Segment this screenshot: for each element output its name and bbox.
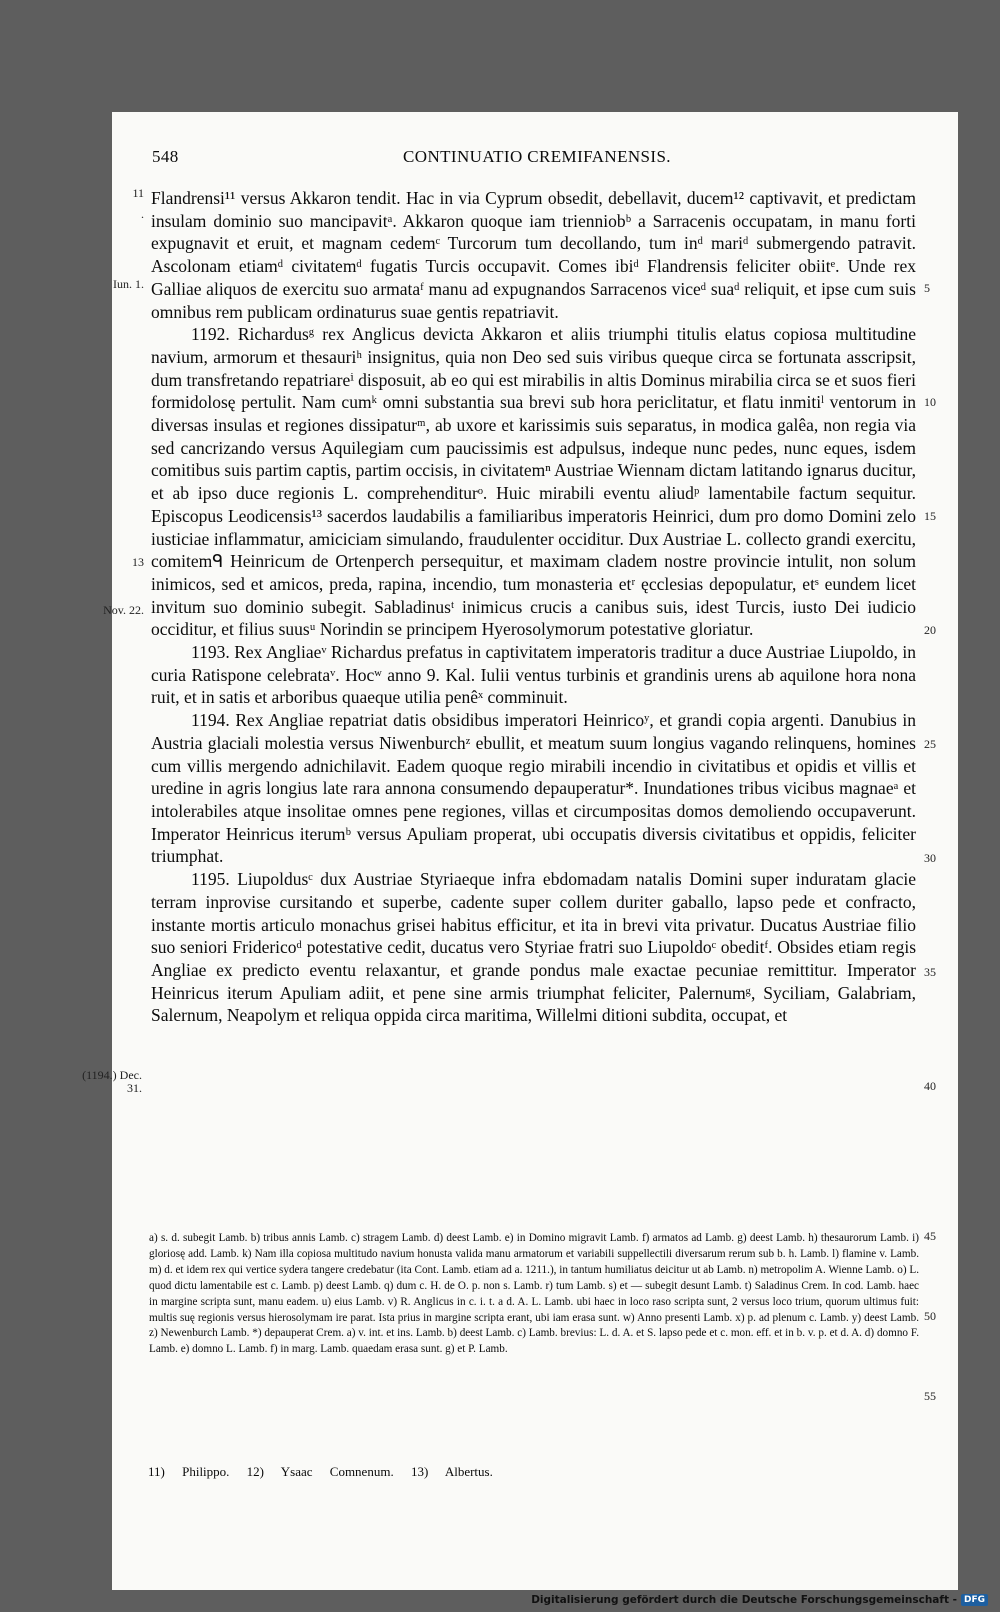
line-number: 20 [924,623,936,637]
line-number: 10 [924,395,936,409]
running-title: CONTINUATIO CREMIFANENSIS. [403,147,671,166]
line-number: 50 [924,1309,936,1323]
line-number: 15 [924,509,936,523]
digitization-footer [531,1594,988,1606]
footnotes [149,1231,919,1358]
margin-note-nov: Nov. 22. [103,603,144,617]
note-12: 12) Ysaac Comnenum. [246,1464,394,1479]
margin-dot: . [141,207,144,221]
line-number: 25 [924,737,936,751]
dfg-logo-icon: DFG [961,1594,988,1606]
margin-note-13: 13 [132,555,144,569]
note-13: 13) Albertus. [410,1464,493,1479]
margin-note-iun: Iun. 1. [113,277,144,291]
document-page [82,112,958,1590]
line-number: 5 [924,281,930,295]
footnote-block: a) s. d. subegit Lamb. b) tribus annis Lamb. c) stragem Lamb. d) deest Lamb. e) in Domino migravit Lamb. f) armatos ad Lamb. g) deest Lamb. h) thesaurorum Lamb. i) gloriosę add. Lamb. k) Nam illa copiosa multitudo navium honusta valida manu armatorum et variabili suppellectili diversarum rerum sub b. h. Lamb. l) flamine v. Lamb. m) d. et idem rex qui vertice sydera tangere credebatur (ita Cont. Lamb. etiam ad a. 1211.), in tantum humiliatus deicitur ut ab Lamb. n) metropolim A. Wienne Lamb. o) L. quod dictu lamentabile est c. Lamb. p) deest Lamb. q) dum c. H. de O. p. non s. Lamb. r) tum Lamb. s) et — subegit desunt Lamb. t) Saladinus Crem. In cod. Lamb. haec in margine scripta sunt, manu eadem. u) eius Lamb. v) R. Anglicus in c. i. t. a d. A. L. Lamb. ubi haec in loco raso scripta sunt, 2 versus loco trium, quorum ultimus fuit: multis suę regionis versus hierosolymam ire parat. Ista prius in margine scripta erant, ubi iam erasa sunt. w) Anno presenti Lamb. x) p. ad plenum c. Lamb. y) deest Lamb. z) Newenburch Lamb. *) depauperat Crem. a) v. int. et ins. Lamb. b) deest Lamb. c) Lamb. brevius: L. d. A. et S. lapso pede et c. mon. eff. et in b. v. p. et d. A. d) domno F. Lamb. e) domno L. Lamb. f) in marg. Lamb. quaedam erasa sunt. g) et P. Lamb. [149,1232,919,1356]
line-number: 45 [924,1229,936,1243]
line-number: 35 [924,965,936,979]
line-number: 55 [924,1389,936,1403]
paragraph-1194: 1194. Rex Angliae repatriat datis obsidibus imperatori Heinricoʸ, et grandi copia argenti. Danubius in Austria glaciali molestia versus Niwenburchᶻ ebullit, et meatum suum longius vagando relinquens, homines cum villis mergendo adnichilavit. Eadem quoque regio mirabili incendio in civitatibus et opidis et villis et uredine in agris longius late rara annona consumendo depauperatur*. Inundationes tribus vicibus magnaeᵃ et intolerabiles atque insolitae omnes pene regiones, villas et circumpositas domos demoliendo occupaverunt. Imperator Heinricus iterumᵇ versus Apuliam properat, ubi occupatis diversis civitatibus et oppidis, feliciter triumphat. [151,710,916,867]
paragraph: Flandrensi¹¹ versus Akkaron tendit. Hac in via Cyprum obsedit, debellavit, ducem¹² captivavit, et predictam insulam dominio suo mancipavitᵃ. Akkaron quoque iam trienniobᵇ a Sarracenis occupatam, in manu forti expugnavit et eruit, et magnam cedemᶜ Turcorum tum decollando, tum inᵈ mariᵈ submergendo patravit. Ascolonam etiamᵈ civitatemᵈ fugatis Turcis occupavit. Comes ibiᵈ Flandrensis feliciter obiitᵉ. Unde rex Galliae aliquos de exercitu suo armataᶠ manu ad expugnandos Sarracenos viceᵈ suaᵈ reliquit, et ipse cum suis omnibus rem publicam ordinaturus suae gentis repatriavit. [151,188,916,322]
main-text [151,187,916,1027]
note-11: 11) Philippo. [148,1464,230,1479]
line-number: 40 [924,1079,936,1093]
line-number: 30 [924,851,936,865]
paragraph-1195: 1195. Liupoldusᶜ dux Austriae Styriaeque infra ebdomadam natalis Domini super induratam glacie terram inprovise cursitando et superbe, cadente super collem duriter gaballo, lapso pede et confracto, instante mortis articulo monachus grisei habitus efficitur, et ita in brevi vita privatur. Ducatus Austriae filio suo seniori Fridericoᵈ potestative cedit, ducatus vero Styriae fratri suo Liupoldoᶜ obeditᶠ. Obsides etiam regis Angliae ex predicto eventu relaxantur, et grande pondus male exactae pecuniae remittitur. Imperator Heinricus iterum Apuliam adiit, et pene sine armis triumphat feliciter, Palernumᵍ, Syciliam, Galabriam, Salernum, Neapolym et reliqua oppida circa maritima, Willelmi ditioni subdita, occupat, et [151,869,916,1026]
historical-notes [148,1464,493,1480]
footer-credit: Digitalisierung gefördert durch die Deutsche Forschungsgemeinschaft - [531,1594,957,1606]
margin-note-11: 11 [132,186,144,200]
margin-note-dec: (1194.) Dec. 31. [82,1068,142,1095]
page-number: 548 [152,147,179,166]
paragraph-1193: 1193. Rex Angliaeᵛ Richardus prefatus in captivitatem imperatoris traditur a duce Austriae Liupoldo, in curia Ratispone celebrataᵛ. Hocʷ anno 9. Kal. Iulii ventus turbinis et grandinis urens ab aquilone hora nona ruit, et in satis et arboribus quaeque utilia penêˣ comminuit. [151,642,916,708]
paragraph-1192: 1192. Richardusᵍ rex Anglicus devicta Akkaron et aliis triumphi titulis elatus copiosa multitudine navium, armorum et thesauriʰ insignitus, quia non Deo sed suis viribus queque circa se fortunata asscripsit, dum transfretando repatriareⁱ disposuit, ab eo qui est mirabilis in altis Dominus mirabilia circa se et suos fieri formidolosę pertulit. Nam cumᵏ omni substantia sua brevi sub hora periclitatur, et flatu inmitiˡ ventorum in diversas insulas et regiones dissipaturᵐ, ab uxore et karissimis suis separatus, in modica galêa, non regia via sed cancrizando versus Aquilegiam cum paucissimis est adpulsus, indeque nunc pedes, nunc eques, isdem comitibus suis partim captis, partim occisis, in civitatemⁿ Austriae Wiennam dictam latitando ignarus ducitur, et ab ipso duce regionis L. comprehenditurᵒ. Huic mirabili eventu aliudᵖ lamentabile factum sequitur. Episcopus Leodicensis¹³ sacerdos laudabilis a familiaribus imperatoris Heinrici, dum pro domo Domini zelo iusticiae inflammatur, amiciciam simulando, fraudulenter occiditur. Dux Austriae L. collecto grandi exercitu, comitemᑫ Heinricum de Ortenperch persequitur, et maximam cladem nostre provincie intulit, non solum inimicos, sed et amicos, preda, rapina, incendio, tum monasteria etʳ ęcclesias depopulatur, etˢ eundem licet invitum suo dominio subegit. Sabladinusᵗ inimicus crucis a canibus suis, idest Turcis, iusto Dei iudicio occiditur, et filius suusᵘ Norindin se principem Hyerosolymorum potestative gloriatur. [151,324,916,640]
